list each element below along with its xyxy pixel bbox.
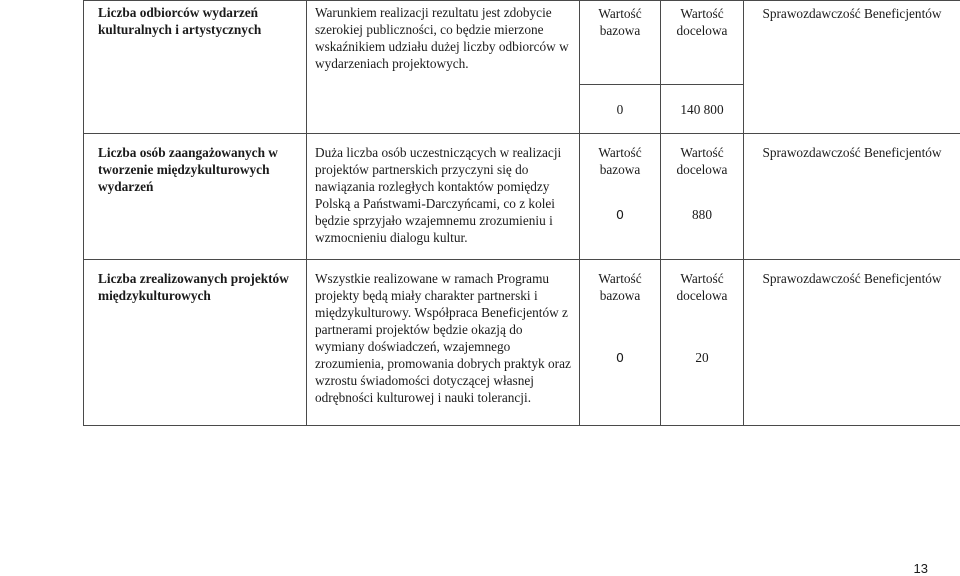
target-value-cell (661, 134, 744, 260)
table-row (84, 260, 960, 426)
base-value: 0 (616, 207, 624, 222)
table-row (84, 134, 960, 260)
target-value-label: Wartość docelowa (676, 145, 728, 177)
base-value-cell (580, 260, 661, 426)
indicator-name: Liczba odbiorców wydarzeń kulturalnych i artystycznych (84, 1, 307, 134)
page-number: 13 (913, 561, 928, 576)
indicator-description: Warunkiem realizacji rezultatu jest zdobycie szerokiej publiczności, co będzie mierzone wskaźnikiem udziału dużej liczby odbiorców w wydarzeniach projektowych. (307, 1, 580, 134)
reporting-source: Sprawozdawczość Beneficjentów (744, 260, 960, 426)
target-value: 880 (692, 207, 712, 222)
table-row (84, 1, 960, 85)
target-value-cell (661, 260, 744, 426)
reporting-source: Sprawozdawczość Beneficjentów (744, 134, 960, 260)
base-value-label: Wartość bazowa (580, 1, 661, 85)
base-value-cell (580, 134, 661, 260)
base-value: 0 (580, 85, 661, 134)
indicator-name: Liczba zrealizowanych projektów międzykulturowych (84, 260, 307, 426)
target-value-label: Wartość docelowa (661, 1, 744, 85)
base-value: 0 (616, 350, 624, 365)
base-value-label: Wartość bazowa (598, 271, 642, 303)
target-value: 140 800 (661, 85, 744, 134)
target-value: 20 (695, 350, 709, 365)
target-value-label: Wartość docelowa (676, 271, 728, 303)
reporting-source: Sprawozdawczość Beneficjentów (744, 1, 960, 134)
indicator-name: Liczba osób zaangażowanych w tworzenie międzykulturowych wydarzeń (84, 134, 307, 260)
indicator-description: Duża liczba osób uczestniczących w realizacji projektów partnerskich przyczyni się do nawiązania rozległych kontaktów pomiędzy Polską a Państwami-Darczyńcami, co z kolei będzie sprzyjało wzajemnemu zrozumieniu i wzmocnieniu dialogu kultur. (307, 134, 580, 260)
indicators-table (83, 0, 960, 426)
indicator-description: Wszystkie realizowane w ramach Programu projekty będą miały charakter partnerski i międzykulturowy. Współpraca Beneficjentów z partnerami projektów będzie okazją do wymiany doświadczeń, wzajemnego zrozumienia, promowania dobrych praktyk oraz wzrostu świadomości dotyczącej własnej odrębności kulturowej i nauki tolerancji. (307, 260, 580, 426)
base-value-label: Wartość bazowa (598, 145, 642, 177)
